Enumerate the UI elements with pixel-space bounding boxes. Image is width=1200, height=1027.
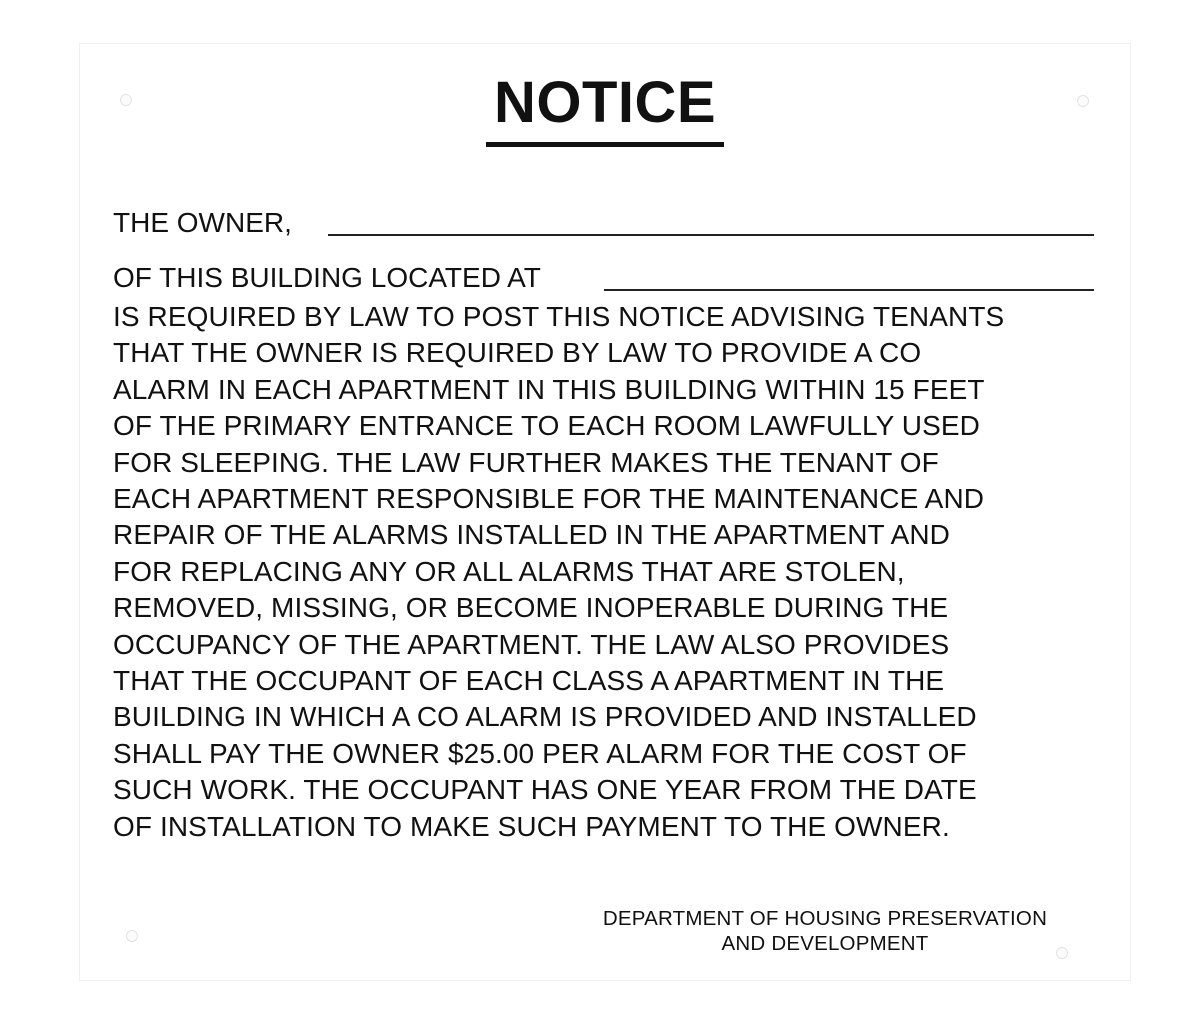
body-line: OCCUPANCY OF THE APARTMENT. THE LAW ALSO PROVIDES [113,628,950,660]
body-line: FOR REPLACING ANY OR ALL ALARMS THAT ARE STOLEN, [113,555,905,587]
body-line: IS REQUIRED BY LAW TO POST THIS NOTICE ADVISING TENANTS [113,301,1005,332]
body-line: SHALL PAY THE OWNER $25.00 PER ALARM FOR THE COST OF [113,737,967,769]
body-line: OF INSTALLATION TO MAKE SUCH PAYMENT TO THE OWNER. [113,810,950,842]
department-name-line: DEPARTMENT OF HOUSING PRESERVATION [602,907,1048,930]
notice-sign [80,44,1130,980]
department-name-line: AND DEVELOPMENT [721,932,929,955]
notice-body [113,299,1113,845]
owner-fill-in-line [328,234,1094,236]
body-line: REMOVED, MISSING, OR BECOME INOPERABLE DURING THE [113,592,949,624]
notice-title-heading [80,70,1130,147]
building-location-fill-in-line [604,289,1094,291]
mounting-hole-bottom-left [126,930,138,942]
body-line: OF THE PRIMARY ENTRANCE TO EACH ROOM LAWFULLY USED [113,410,980,442]
body-line: FOR SLEEPING. THE LAW FURTHER MAKES THE TENANT OF [113,446,939,478]
body-line: ALARM IN EACH APARTMENT IN THIS BUILDING WITHIN 15 FEET [113,373,985,405]
body-line: BUILDING IN WHICH A CO ALARM IS PROVIDED AND INSTALLED [113,701,977,733]
body-line: THAT THE OCCUPANT OF EACH CLASS A APARTMENT IN THE [113,665,945,697]
notice-title: NOTICE [486,74,724,147]
owner-label: THE OWNER, [113,207,292,238]
body-line: THAT THE OWNER IS REQUIRED BY LAW TO PROVIDE A CO [113,337,922,369]
body-line: REPAIR OF THE ALARMS INSTALLED IN THE APARTMENT AND [113,519,951,551]
building-location-label: OF THIS BUILDING LOCATED AT [113,262,541,293]
body-line: EACH APARTMENT RESPONSIBLE FOR THE MAINTENANCE AND [113,483,985,515]
issuing-department [555,906,1095,956]
body-line: SUCH WORK. THE OCCUPANT HAS ONE YEAR FROM THE DATE [113,774,977,806]
